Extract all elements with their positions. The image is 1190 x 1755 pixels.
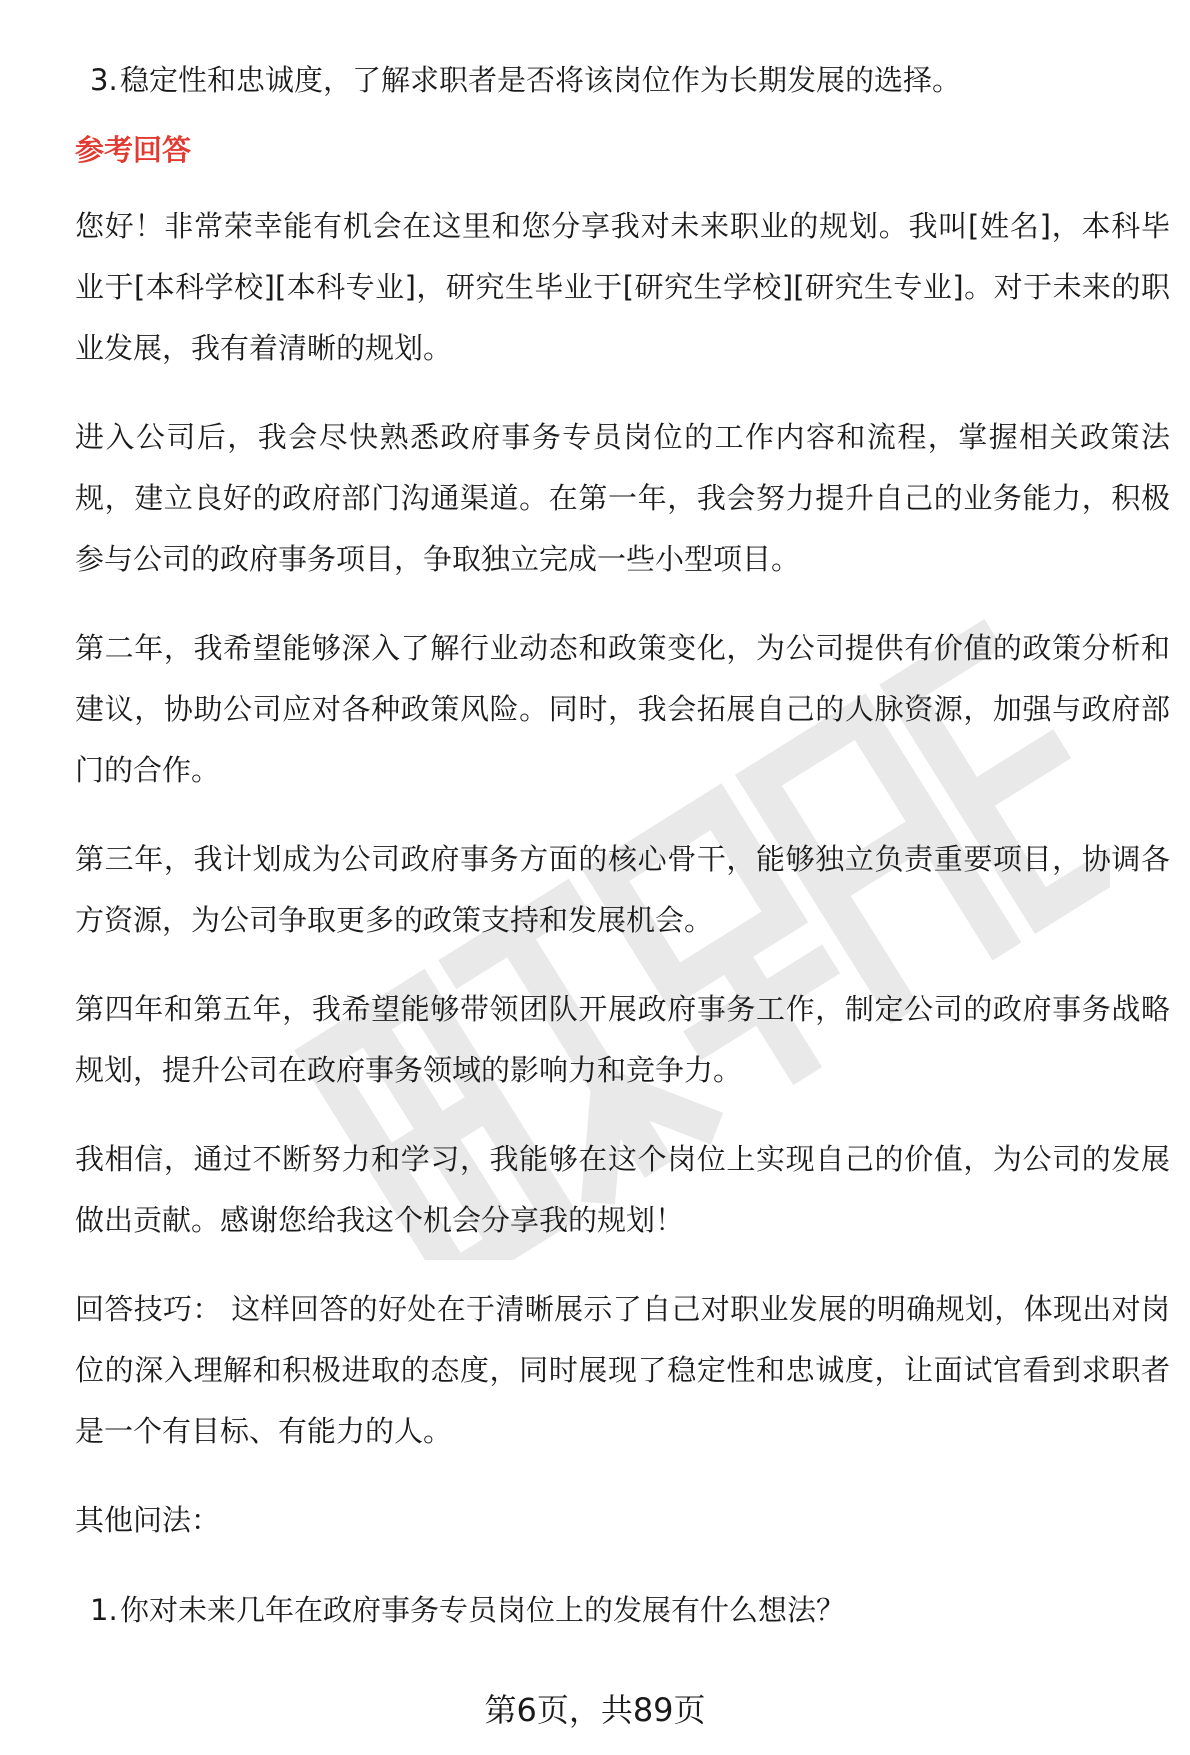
paragraph-answer-tips: 回答技巧： 这样回答的好处在于清晰展示了自己对职业发展的明确规划，体现出对岗位的深入理解和积极进取的态度，同时展现了稳定性和忠诚度，让面试官看到求职者是一个有目标、有能力的人。	[75, 1292, 1170, 1448]
list-item	[75, 1590, 1170, 1630]
list-number: 3.	[90, 63, 118, 97]
paragraph-intro: 您好！非常荣幸能有机会在这里和您分享我对未来职业的规划。我叫[姓名]，本科毕业于[本科学校][本科专业]，研究生毕业于[研究生学校][研究生专业]。对于未来的职业发展，我有着清晰的规划。	[75, 209, 1170, 365]
document-content	[75, 60, 1170, 1630]
paragraph-year-three: 第三年，我计划成为公司政府事务方面的核心骨干，能够独立负责重要项目，协调各方资源，为公司争取更多的政策支持和发展机会。	[75, 842, 1170, 937]
paragraph-closing: 我相信，通过不断努力和学习，我能够在这个岗位上实现自己的价值，为公司的发展做出贡献。感谢您给我这个机会分享我的规划！	[75, 1142, 1170, 1237]
page-number-footer: 第6页，共89页	[484, 1691, 706, 1729]
paragraph-year-two: 第二年，我希望能够深入了解行业动态和政策变化，为公司提供有价值的政策分析和建议，协助公司应对各种政策风险。同时，我会拓展自己的人脉资源，加强与政府部门的合作。	[75, 631, 1170, 787]
paragraph-years-four-five: 第四年和第五年，我希望能够带领团队开展政府事务工作，制定公司的政府事务战略规划，提升公司在政府事务领域的影响力和竞争力。	[75, 992, 1170, 1087]
list-text: 你对未来几年在政府事务专员岗位上的发展有什么想法？	[120, 1593, 846, 1627]
list-number: 1.	[90, 1593, 118, 1627]
section-heading: 参考回答	[75, 133, 192, 167]
list-item	[75, 60, 1170, 100]
paragraph-year-one: 进入公司后，我会尽快熟悉政府事务专员岗位的工作内容和流程，掌握相关政策法规，建立良好的政府部门沟通渠道。在第一年，我会努力提升自己的业务能力，积极参与公司的政府事务项目，争取独立完成一些小型项目。	[75, 420, 1170, 576]
list-text: 稳定性和忠诚度，了解求职者是否将该岗位作为长期发展的选择。	[120, 63, 962, 97]
other-questions-label: 其他问法：	[75, 1503, 221, 1537]
